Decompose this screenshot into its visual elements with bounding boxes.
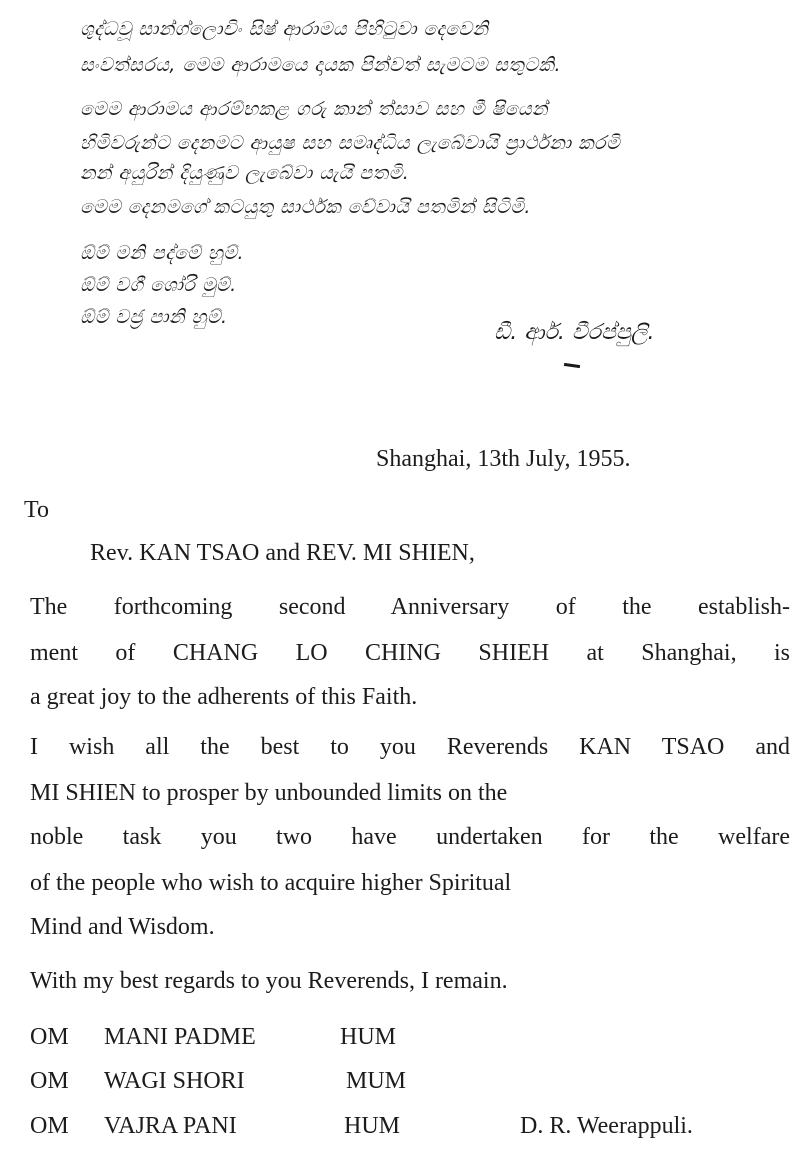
handwritten-signature: ඩී. ආර්. වීරප්පුලි. <box>494 320 655 345</box>
mantra-end: HUM <box>340 1024 397 1050</box>
typed-signature: D. R. Weerappuli. <box>520 1113 693 1139</box>
mantra-words: VAJRA PANI <box>104 1113 237 1139</box>
handwritten-line: ශුද්ධවූ සාන්ග්ලොචිං සිෂ් ආරාමය පිහිටුවා දෙවෙනි <box>80 18 489 40</box>
mantra-words: WAGI SHORI <box>104 1068 245 1094</box>
salutation-to: To <box>24 497 49 523</box>
handwritten-section <box>80 10 740 410</box>
handwritten-line: හිමිවරුන්ට දෙනමට ආයුෂ සහ සමෘද්ධිය ලැබේවායි ප්‍රාර්ථනා කරමි <box>80 132 621 154</box>
mantra-om: OM <box>30 1113 69 1139</box>
handwritten-line: මෙම දෙනමගේ කටයුතු සාර්ථක වේවායි පතමින් සිටිමි. <box>80 196 531 218</box>
handwritten-mantra: ඕම් වගී ශෝරි මුම්. <box>80 274 237 296</box>
paragraph-2-line: noble task you two have undertaken for the welfare <box>30 824 790 850</box>
signature-underline <box>564 363 580 368</box>
mantra-words: MANI PADME <box>104 1024 256 1050</box>
paragraph-2-line: I wish all the best to you Reverends KAN TSAO and <box>30 734 790 760</box>
handwritten-line: මෙම ආරාමය ආරම්භකළ ගරු කාන් ත්සාව සහ මී ෂියෙන් <box>80 98 548 120</box>
mantra-end: MUM <box>346 1068 407 1094</box>
paragraph-2-line: Mind and Wisdom. <box>30 914 215 940</box>
mantra-end: HUM <box>344 1113 401 1139</box>
place-date: Shanghai, 13th July, 1955. <box>376 446 631 472</box>
mantra-om: OM <box>30 1068 69 1094</box>
paragraph-2-line: of the people who wish to acquire higher Spiritual <box>30 870 512 896</box>
handwritten-mantra: ඕම් වජ්‍ර පානි හුම්. <box>80 306 228 328</box>
paragraph-1-line: a great joy to the adherents of this Faith. <box>30 684 418 710</box>
mantra-om: OM <box>30 1024 69 1050</box>
handwritten-line: සංවත්සරය, මෙම ආරාමයෙ දායක පින්වත් සැමටම සතුටකි. <box>80 54 561 76</box>
paragraph-1-line: The forthcoming second Anniversary of the establish- <box>30 594 790 620</box>
paragraph-2-line: MI SHIEN to prosper by unbounded limits on the <box>30 780 508 806</box>
addressee: Rev. KAN TSAO and REV. MI SHIEN, <box>90 540 475 566</box>
handwritten-line: නන් අයුරින් දියුණුව ලැබේවා යැයි පතමි. <box>80 162 410 184</box>
closing-line: With my best regards to you Reverends, I remain. <box>30 968 508 994</box>
handwritten-mantra: ඕම් මනි පද්මේ හුම්. <box>80 242 245 264</box>
paragraph-1-line: ment of CHANG LO CHING SHIEH at Shanghai, is <box>30 640 790 666</box>
